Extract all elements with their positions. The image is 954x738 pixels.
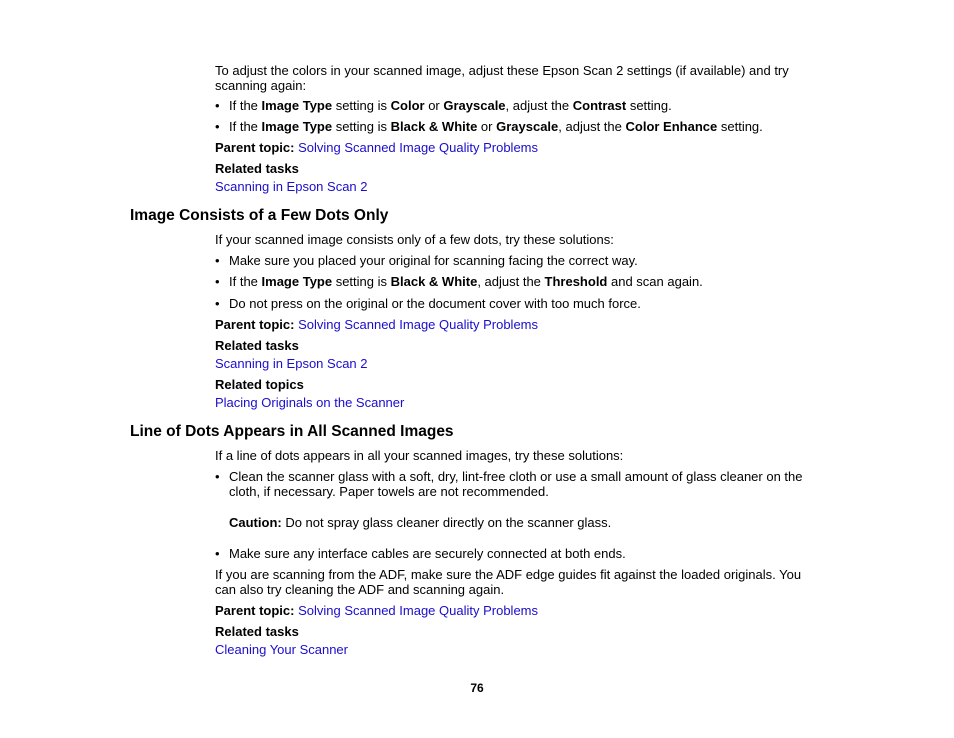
- section-heading: Image Consists of a Few Dots Only: [130, 207, 389, 224]
- list-item: [215, 98, 815, 113]
- parent-topic-link[interactable]: Solving Scanned Image Quality Problems: [298, 140, 538, 155]
- list-item: • Make sure any interface cables are securely connected at both ends.: [215, 546, 815, 561]
- list-item: • Do not press on the original or the document cover with too much force.: [215, 296, 815, 311]
- list-item: [215, 274, 815, 289]
- text: setting is: [332, 98, 391, 113]
- text: setting.: [626, 98, 672, 113]
- setting-name: Threshold: [544, 274, 608, 289]
- setting-name: Image Type: [261, 274, 333, 289]
- text: , adjust the: [558, 119, 626, 134]
- parent-topic: [215, 603, 815, 618]
- caution-note: [229, 515, 815, 530]
- parent-topic-label: Parent topic:: [215, 317, 295, 332]
- related-topics-label: Related topics: [215, 377, 304, 392]
- caution-label: Caution:: [229, 515, 282, 530]
- parent-topic-link[interactable]: Solving Scanned Image Quality Problems: [298, 317, 538, 332]
- scanning-link[interactable]: Scanning in Epson Scan 2: [215, 179, 368, 194]
- adf-paragraph: If you are scanning from the ADF, make sure the ADF edge guides fit against the loaded originals. You can also try cleaning the ADF and scanning again.: [215, 567, 802, 597]
- parent-topic: [215, 140, 815, 155]
- parent-topic-link[interactable]: Solving Scanned Image Quality Problems: [298, 603, 538, 618]
- parent-topic-label: Parent topic:: [215, 603, 295, 618]
- caution-text: Do not spray glass cleaner directly on the scanner glass.: [281, 515, 612, 530]
- text: or: [424, 98, 444, 113]
- related-tasks-label: Related tasks: [215, 338, 299, 353]
- text: setting is: [332, 274, 391, 289]
- setting-value: Black & White: [390, 274, 478, 289]
- setting-name: Image Type: [261, 98, 333, 113]
- related-tasks-label: Related tasks: [215, 161, 299, 176]
- related-tasks-label: Related tasks: [215, 624, 299, 639]
- text: , adjust the: [505, 98, 573, 113]
- parent-topic-label: Parent topic:: [215, 140, 295, 155]
- section-intro: If a line of dots appears in all your scanned images, try these solutions:: [215, 448, 624, 463]
- scanning-link[interactable]: Scanning in Epson Scan 2: [215, 356, 368, 371]
- setting-value: Grayscale: [443, 98, 506, 113]
- list-item: • Clean the scanner glass with a soft, dry, lint-free cloth or use a small amount of glass cleaner on the cloth, if necessary. Paper towels are not recommended.: [215, 469, 815, 499]
- text: , adjust the: [477, 274, 545, 289]
- intro-paragraph: To adjust the colors in your scanned image, adjust these Epson Scan 2 settings (if available) and try scanning again:: [215, 63, 789, 93]
- section-heading: Line of Dots Appears in All Scanned Images: [130, 423, 454, 440]
- setting-value: Color: [390, 98, 425, 113]
- list-item: [215, 119, 815, 134]
- setting-value: Black & White: [390, 119, 478, 134]
- page-number: 76: [470, 681, 484, 695]
- list-item: • Make sure you placed your original for scanning facing the correct way.: [215, 253, 815, 268]
- section-intro: If your scanned image consists only of a few dots, try these solutions:: [215, 232, 614, 247]
- text: If the: [229, 274, 262, 289]
- text: If the: [229, 98, 262, 113]
- cleaning-scanner-link[interactable]: Cleaning Your Scanner: [215, 642, 348, 657]
- placing-originals-link[interactable]: Placing Originals on the Scanner: [215, 395, 405, 410]
- text: setting is: [332, 119, 391, 134]
- text: setting.: [717, 119, 763, 134]
- text: and scan again.: [607, 274, 703, 289]
- parent-topic: [215, 317, 815, 332]
- text: or: [477, 119, 497, 134]
- setting-value: Grayscale: [496, 119, 559, 134]
- setting-name: Image Type: [261, 119, 333, 134]
- setting-name: Color Enhance: [625, 119, 718, 134]
- setting-name: Contrast: [572, 98, 627, 113]
- text: If the: [229, 119, 262, 134]
